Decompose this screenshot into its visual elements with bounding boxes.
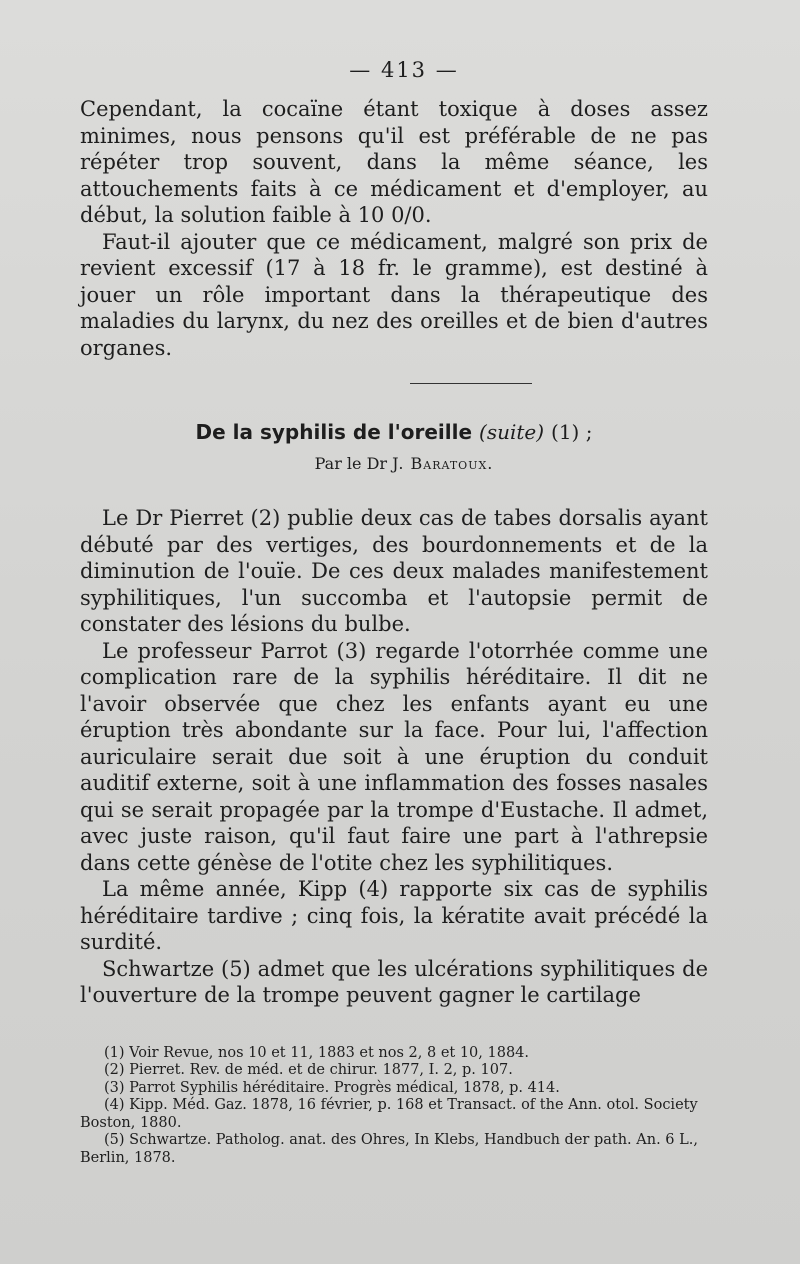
footnote: (2) Pierret. Rev. de méd. et de chirur. 1877, I. 2, p. 107. <box>104 1062 513 1078</box>
footnote: (5) Schwartze. Patholog. anat. des Ohres, In Klebs, Handbuch der path. An. 6 L., Berlin, 1878. <box>80 1132 698 1166</box>
footnote: (4) Kipp. Méd. Gaz. 1878, 16 février, p. 168 et Transact. of the Ann. otol. Society Boston, 1880. <box>80 1097 698 1131</box>
article-title-note-ref: (1) ; <box>551 420 593 444</box>
article-title-suite: (suite) <box>479 420 545 444</box>
footnote: (1) Voir Revue, nos 10 et 11, 1883 et nos 2, 8 et 10, 1884. <box>104 1044 530 1061</box>
body-paragraph: Le professeur Parrot (3) regarde l'otorrhée comme une complication rare de la syphilis héréditaire. Il dit ne l'avoir observée que chez les enfants ayant eu une éruption très abondante sur la face. Pour lui, l'affection auriculaire serait due soit à une éruption du conduit auditif externe, soit à une inflammation des fosses nasales qui se serait propagée par la trompe d'Eustache. Il admet, avec juste raison, qu'il faut faire une part à l'athrepsie dans cette génèse de l'otite chez les syphilitiques. <box>80 638 708 875</box>
byline-author: J. Baratoux. <box>392 454 494 473</box>
body-paragraph: Le Dr Pierret (2) publie deux cas de tabes dorsalis ayant débuté par des vertiges, des bourdonnements et de la diminution de l'ouïe. De ces deux malades manifestement syphilitiques, l'un succomba et l'autopsie permit de constater des lésions du bulbe. <box>80 506 708 636</box>
section-divider <box>410 383 532 384</box>
intro-paragraph: Cependant, la cocaïne étant toxique à doses assez minimes, nous pensons qu'il est préférable de ne pas répéter trop souvent, dans la même séance, les attouchements faits à ce médicament et d'employer, au début, la solution faible à 10 0/0. <box>80 97 708 227</box>
article-title <box>80 420 708 444</box>
body-paragraph: La même année, Kipp (4) rapporte six cas de syphilis héréditaire tardive ; cinq fois, la kératite avait précédé la surdité. <box>80 877 708 954</box>
footnotes <box>80 1045 708 1168</box>
article-byline <box>100 454 708 473</box>
page-number: — 413 — <box>349 58 459 82</box>
article-title-main: De la syphilis de l'oreille <box>195 420 473 444</box>
body-paragraph: Schwartze (5) admet que les ulcérations syphilitiques de l'ouverture de la trompe peuvent gagner le cartilage <box>80 956 708 1007</box>
byline-prefix: Par le Dr <box>314 454 388 473</box>
intro-paragraph: Faut-il ajouter que ce médicament, malgré son prix de revient excessif (17 à 18 fr. le gramme), est destiné à jouer un rôle important dans la thérapeutique des maladies du larynx, du nez des oreilles et de bien d'autres organes. <box>80 229 708 360</box>
footnote: (3) Parrot Syphilis héréditaire. Progrès médical, 1878, p. 414. <box>104 1079 560 1096</box>
